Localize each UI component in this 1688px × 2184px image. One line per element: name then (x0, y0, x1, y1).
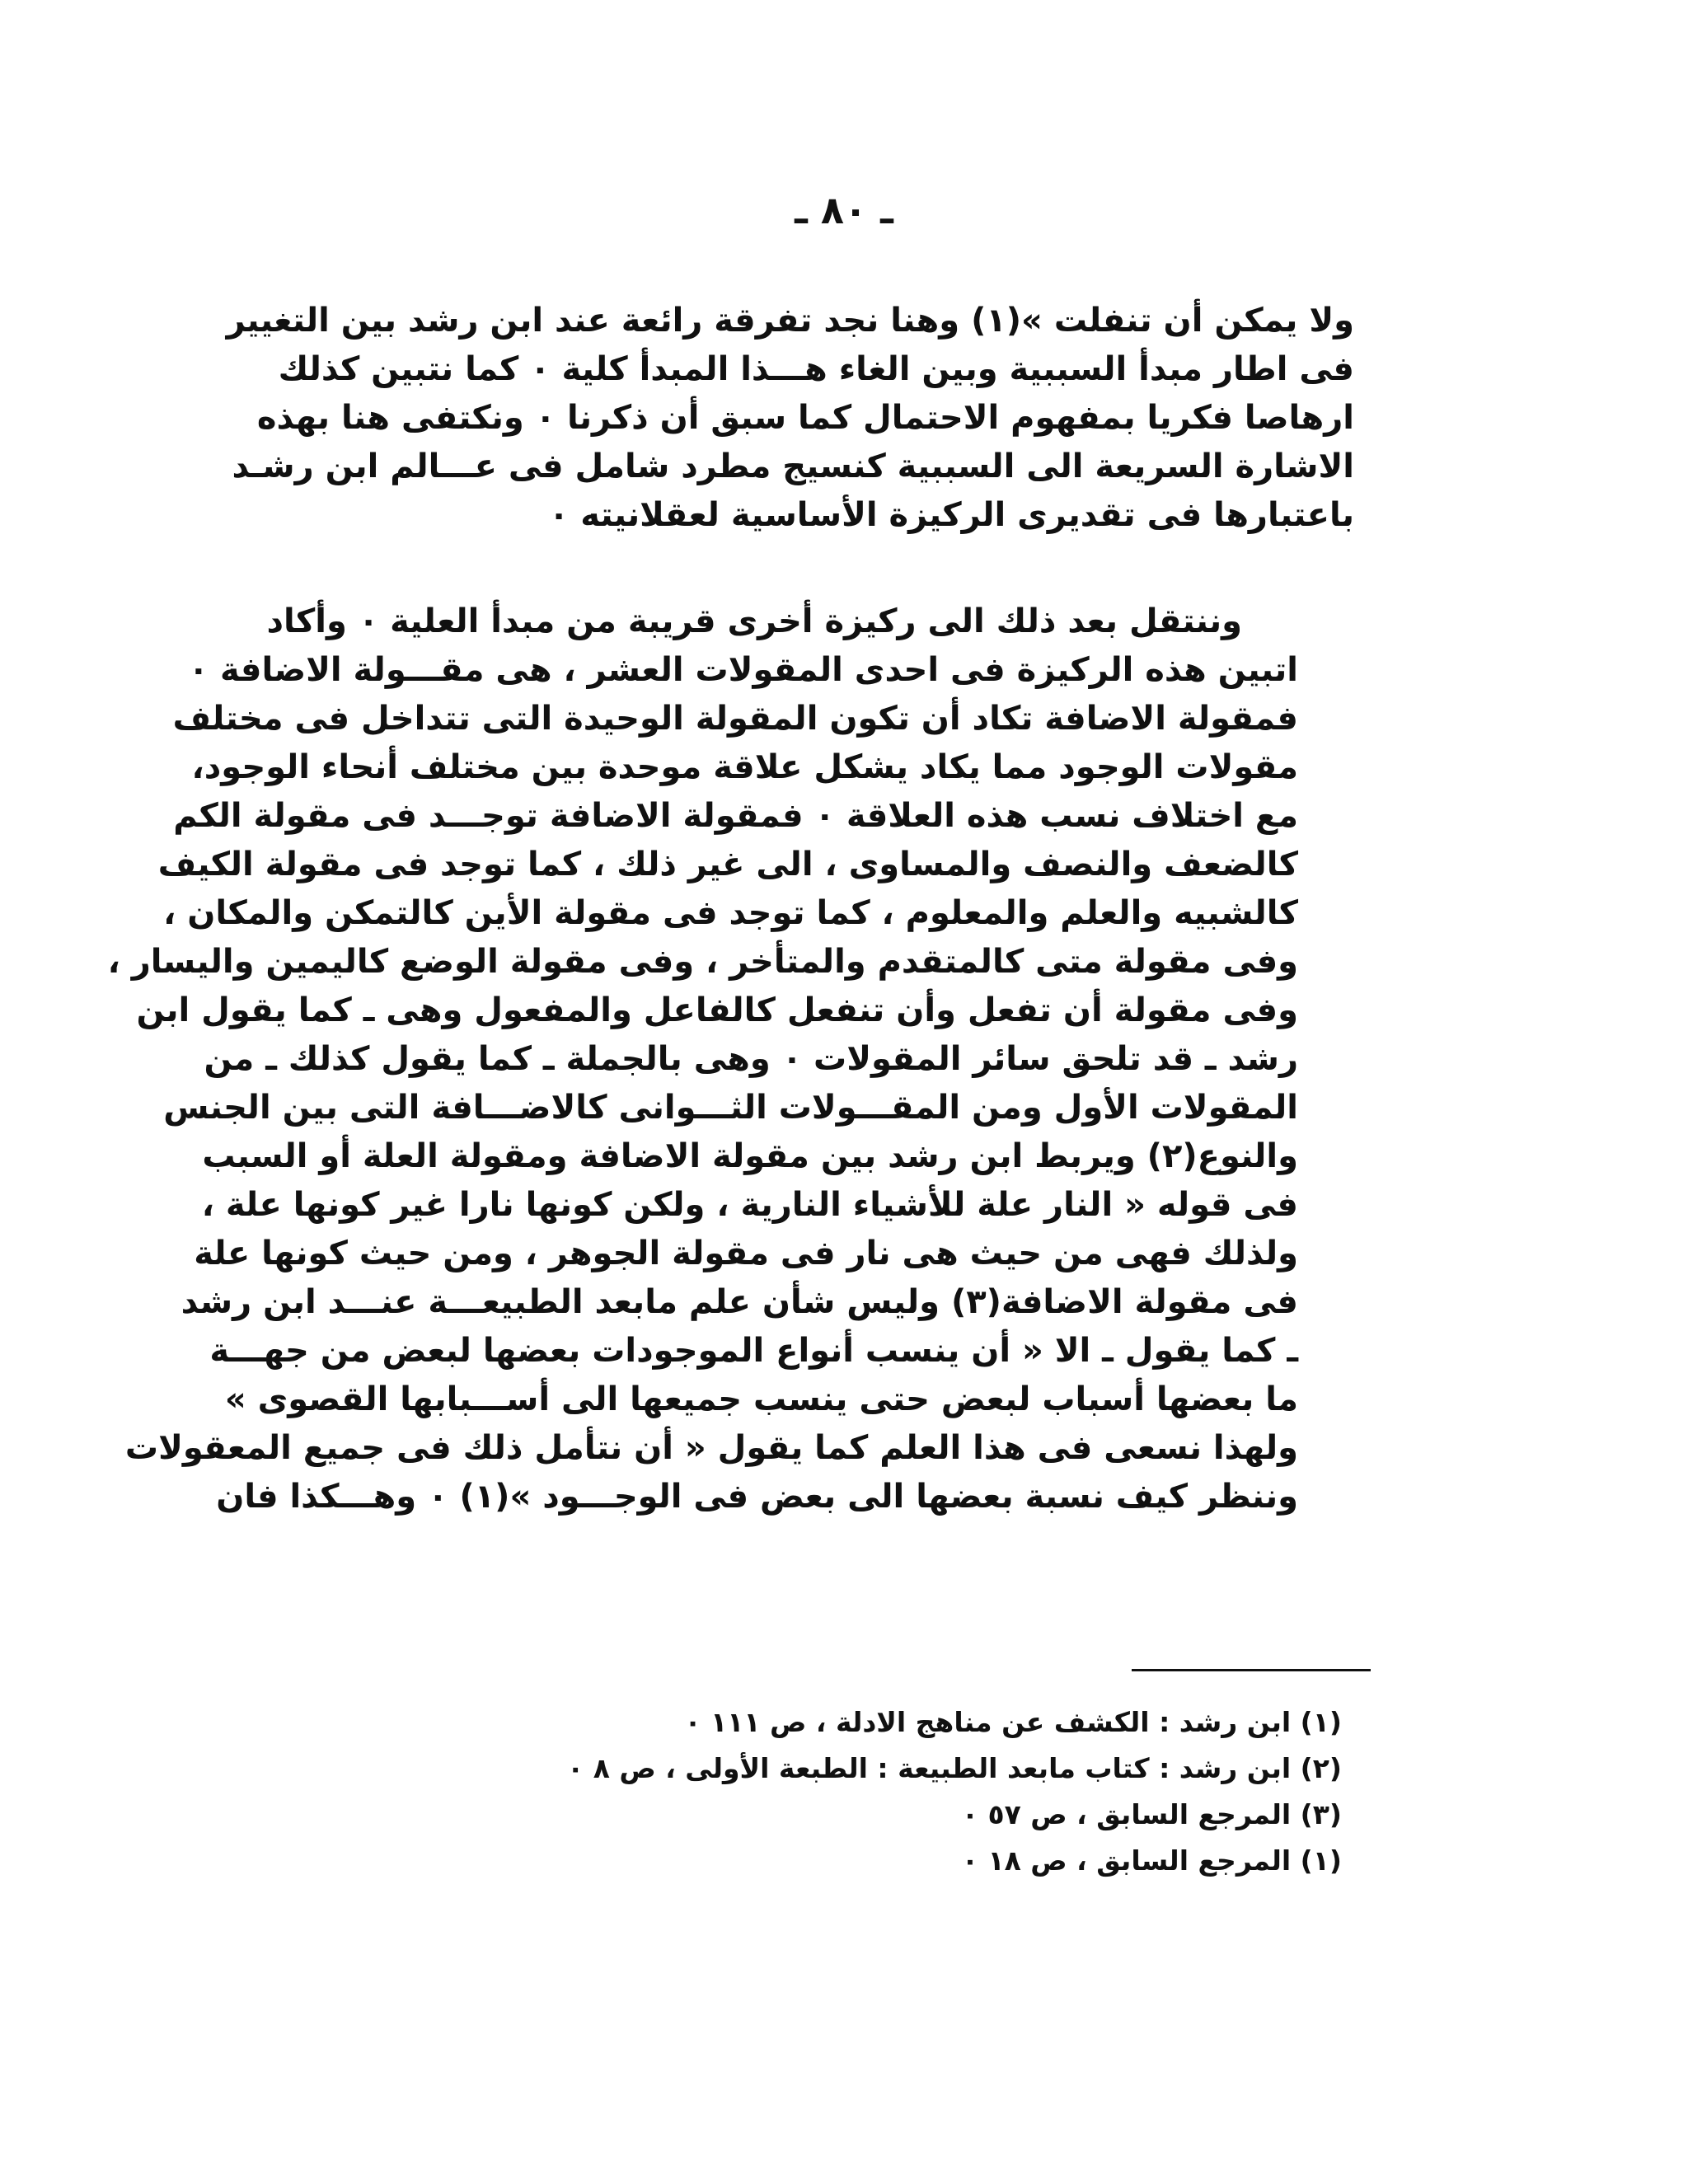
text-line: وننتقل بعد ذلك الى ركيزة أخرى قريبة من مبدأ العلية ٠ وأكاد (266, 602, 1242, 640)
text-line: مقولات الوجود مما يكاد يشكل علاقة موحدة بين مختلف أنحاء الوجود، (191, 748, 1298, 786)
text-line: ما بعضها أسباب لبعض حتى ينسب جميعها الى أســـبابها القصوى » (224, 1380, 1298, 1418)
page-number: ـ ٨٠ ـ (795, 188, 893, 232)
text-line: اتبين هذه الركيزة فى احدى المقولات العشر ، هى مقـــولة الاضافة ٠ (188, 651, 1298, 689)
text-line: ارهاصا فكريا بمفهوم الاحتمال كما سبق أن ذكرنا ٠ ونكتفى هنا بهذه (256, 399, 1354, 437)
text-line: مع اختلاف نسب هذه العلاقة ٠ فمقولة الاضافة توجـــد فى مقولة الكم (173, 797, 1298, 835)
footnote-item: (٣) المرجع السابق ، ص ٥٧ ٠ (961, 1798, 1342, 1830)
footnote-item: (١) المرجع السابق ، ص ١٨ ٠ (961, 1844, 1342, 1877)
text-line: الاشارة السريعة الى السببية كنسيج مطرد شامل فى عـــالم ابن رشـد (232, 448, 1354, 485)
text-line: فى اطار مبدأ السببية وبين الغاء هـــذا المبدأ كلية ٠ كما نتبين كذلك (278, 350, 1354, 388)
text-line: ولا يمكن أن تنفلت »(١) وهنا نجد تفرقة رائعة عند ابن رشد بين التغيير (226, 302, 1354, 340)
text-line: وفى مقولة أن تفعل وأن تنفعل كالفاعل والمفعول وهى ـ كما يقول ابن (136, 991, 1298, 1029)
paragraph-1 (226, 297, 1354, 540)
text-line: رشد ـ قد تلحق سائر المقولات ٠ وهى بالجملة ـ كما يقول كذلك ـ من (204, 1040, 1298, 1078)
text-line: باعتبارها فى تقديرى الركيزة الأساسية لعقلانيته ٠ (548, 496, 1354, 534)
footnote-item: (١) ابن رشد : الكشف عن مناهج الادلة ، ص ١١١ ٠ (684, 1706, 1342, 1738)
text-line: فى قوله « النار علة للأشياء النارية ، ولكن كونها نارا غير كونها علة ، (201, 1186, 1298, 1224)
footnote-item: (٢) ابن رشد : كتاب مابعد الطبيعة : الطبعة الأولى ، ص ٨ ٠ (567, 1752, 1342, 1784)
text-line: المقولات الأول ومن المقـــولات الثـــوانى كالاضـــافة التى بين الجنس (163, 1089, 1298, 1127)
text-line: ولذلك فهى من حيث هى نار فى مقولة الجوهر ، ومن حيث كونها علة (194, 1235, 1298, 1272)
text-line: كالشبيه والعلم والمعلوم ، كما توجد فى مقولة الأين كالتمكن والمكان ، (163, 894, 1298, 932)
text-line: وفى مقولة متى كالمتقدم والمتأخر ، وفى مقولة الوضع كاليمين واليسار ، (107, 943, 1298, 981)
text-line: كالضعف والنصف والمساوى ، الى غير ذلك ، كما توجد فى مقولة الكيف (157, 846, 1298, 883)
text-line: فى مقولة الاضافة(٣) وليس شأن علم مابعد الطبيعـــة عنـــد ابن رشد (181, 1283, 1298, 1321)
text-line: فمقولة الاضافة تكاد أن تكون المقولة الوحيدة التى تتداخل فى مختلف (172, 700, 1298, 738)
footnote-divider (1132, 1669, 1371, 1671)
text-line: وننظر كيف نسبة بعضها الى بعض فى الوجـــود »(١) ٠ وهـــكذا فان (216, 1478, 1298, 1516)
footnotes-list (435, 1699, 1342, 1884)
text-line: ولهذا نسعى فى هذا العلم كما يقول « أن نتأمل ذلك فى جميع المعقولات (124, 1429, 1298, 1467)
text-line: والنوع(٢) ويربط ابن رشد بين مقولة الاضافة ومقولة العلة أو السبب (202, 1137, 1298, 1175)
paragraph-2 (107, 598, 1354, 1521)
text-line: ـ كما يقول ـ الا « أن ينسب أنواع الموجودات بعضها لبعض من جهـــة (209, 1332, 1298, 1370)
